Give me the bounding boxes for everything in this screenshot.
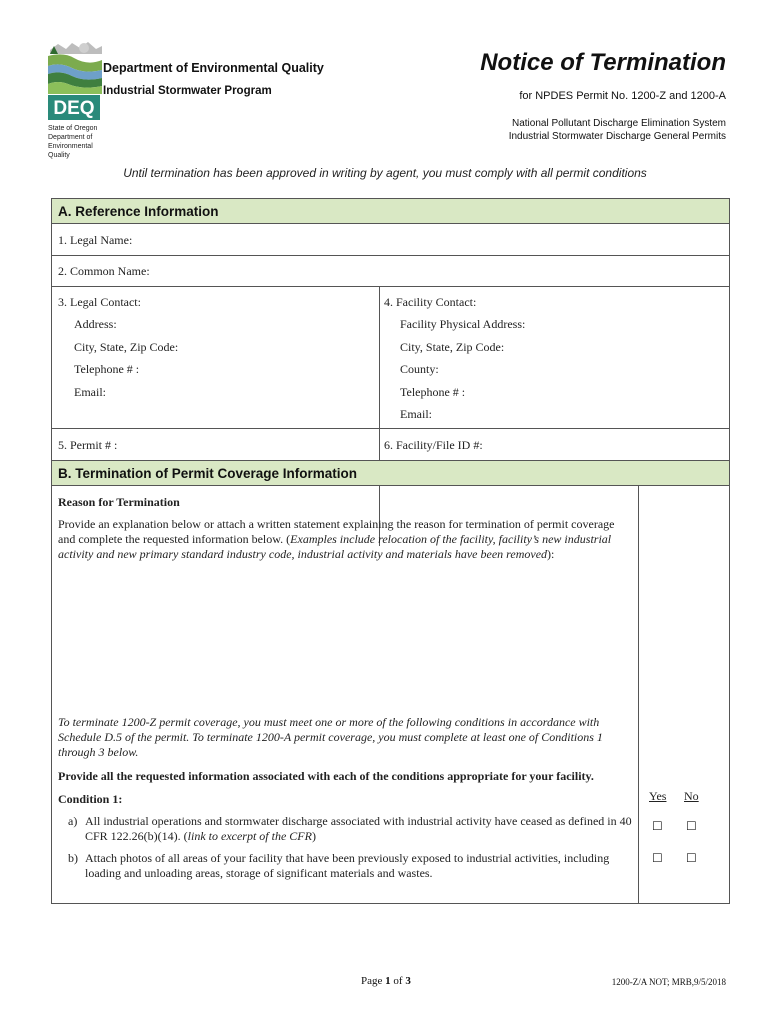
item-b-no-checkbox[interactable]: ☐ xyxy=(686,851,697,865)
divider xyxy=(52,286,729,287)
item-b-text: Attach photos of all areas of your facility that have been previously exposed to industrial activities, including loading and unloading areas, storage of significant materials and wastes. xyxy=(85,851,610,880)
logo-text: DEQ xyxy=(53,98,95,119)
permit-line: for NPDES Permit No. 1200-Z and 1200-A xyxy=(519,90,726,102)
page-title: Notice of Termination xyxy=(480,49,726,76)
compliance-notice: Until termination has been approved in writing by agent, you must comply with all permit conditions xyxy=(123,166,647,180)
legal-city-field[interactable]: City, State, Zip Code: xyxy=(74,340,179,354)
termination-form xyxy=(51,198,730,904)
item-a-text xyxy=(85,814,633,844)
file-id-field[interactable]: 6. Facility/File ID #: xyxy=(384,438,483,452)
reason-examples: Examples include relocation of the facility, facility’s new industrial activity and new primary standard industry code, industrial activity and materials have been removed xyxy=(58,532,612,561)
document-code: 1200-Z/A NOT; MRB,9/5/2018 xyxy=(611,977,726,987)
item-b-label: b) xyxy=(68,851,78,865)
page-total: 3 xyxy=(405,975,411,987)
legal-name-field[interactable]: 1. Legal Name: xyxy=(58,233,133,247)
column-divider xyxy=(379,286,380,546)
facility-email-field[interactable]: Email: xyxy=(400,407,432,421)
reason-text: Provide an explanation below or attach a written statement explaining the reason for termination of permit coverage and complete the requested information below. ( xyxy=(58,517,615,546)
page-number xyxy=(361,975,411,987)
state-line: Department of xyxy=(48,134,93,141)
department-name: Department of Environmental Quality xyxy=(103,61,324,75)
facility-phone-field[interactable]: Telephone # : xyxy=(400,385,466,399)
legal-contact-field[interactable]: 3. Legal Contact: xyxy=(58,295,141,309)
program-name: Industrial Stormwater Program xyxy=(103,85,272,97)
deq-logo xyxy=(44,40,104,122)
facility-address-field[interactable]: Facility Physical Address: xyxy=(400,317,526,331)
item-a-label: a) xyxy=(68,814,78,828)
page-current: 1 xyxy=(385,975,391,987)
state-of-oregon-block xyxy=(48,124,97,160)
page-prefix: Page xyxy=(361,975,386,987)
page-of: of xyxy=(390,975,406,987)
facility-city-field[interactable]: City, State, Zip Code: xyxy=(400,340,505,354)
section-b-header: B. Termination of Permit Coverage Information xyxy=(52,460,729,486)
item-a-no-checkbox[interactable]: ☐ xyxy=(686,819,697,833)
npdes-description xyxy=(509,117,726,143)
state-line: State of Oregon xyxy=(48,125,98,132)
legal-email-field[interactable]: Email: xyxy=(74,385,106,399)
permit-number-field[interactable]: 5. Permit # : xyxy=(58,438,118,452)
section-a-header: A. Reference Information xyxy=(52,199,729,224)
legal-address-field[interactable]: Address: xyxy=(74,317,117,331)
cfr-excerpt-link[interactable]: link to excerpt of the CFR xyxy=(187,829,312,843)
legal-phone-field[interactable]: Telephone # : xyxy=(74,362,140,376)
state-line: Environmental xyxy=(48,143,93,150)
facility-county-field[interactable]: County: xyxy=(400,362,439,376)
provide-all-instruction: Provide all the requested information associated with each of the conditions appropriate for your facility. xyxy=(58,769,594,783)
reason-heading: Reason for Termination xyxy=(58,495,180,509)
no-column-header: No xyxy=(684,789,699,803)
npdes-line: National Pollutant Discharge Elimination System xyxy=(512,118,726,129)
item-a-yes-checkbox[interactable]: ☐ xyxy=(652,819,663,833)
yes-column-header: Yes xyxy=(649,789,667,803)
common-name-field[interactable]: 2. Common Name: xyxy=(58,264,150,278)
npdes-line: Industrial Stormwater Discharge General Permits xyxy=(508,131,726,142)
item-b-yes-checkbox[interactable]: ☐ xyxy=(652,851,663,865)
item-a-body: All industrial operations and stormwater discharge associated with industrial activity have ceased as defined in 40 CFR 122.26(b)(14). ( xyxy=(85,814,632,843)
yes-no-column-divider xyxy=(638,486,639,904)
facility-contact-field[interactable]: 4. Facility Contact: xyxy=(384,295,477,309)
divider xyxy=(52,428,729,429)
reason-instructions xyxy=(58,517,626,562)
state-line: Quality xyxy=(48,152,70,159)
reason-close: ): xyxy=(547,547,555,561)
item-a-close: ) xyxy=(311,829,316,843)
termination-conditions-note: To terminate 1200-Z permit coverage, you must meet one or more of the following conditions in accordance with Schedule D.5 of the permit. To terminate 1200-A permit coverage, you must complete at least one of Conditions 1 through 3 below. xyxy=(58,715,603,759)
divider xyxy=(52,255,729,256)
condition-1-heading: Condition 1: xyxy=(58,792,123,806)
